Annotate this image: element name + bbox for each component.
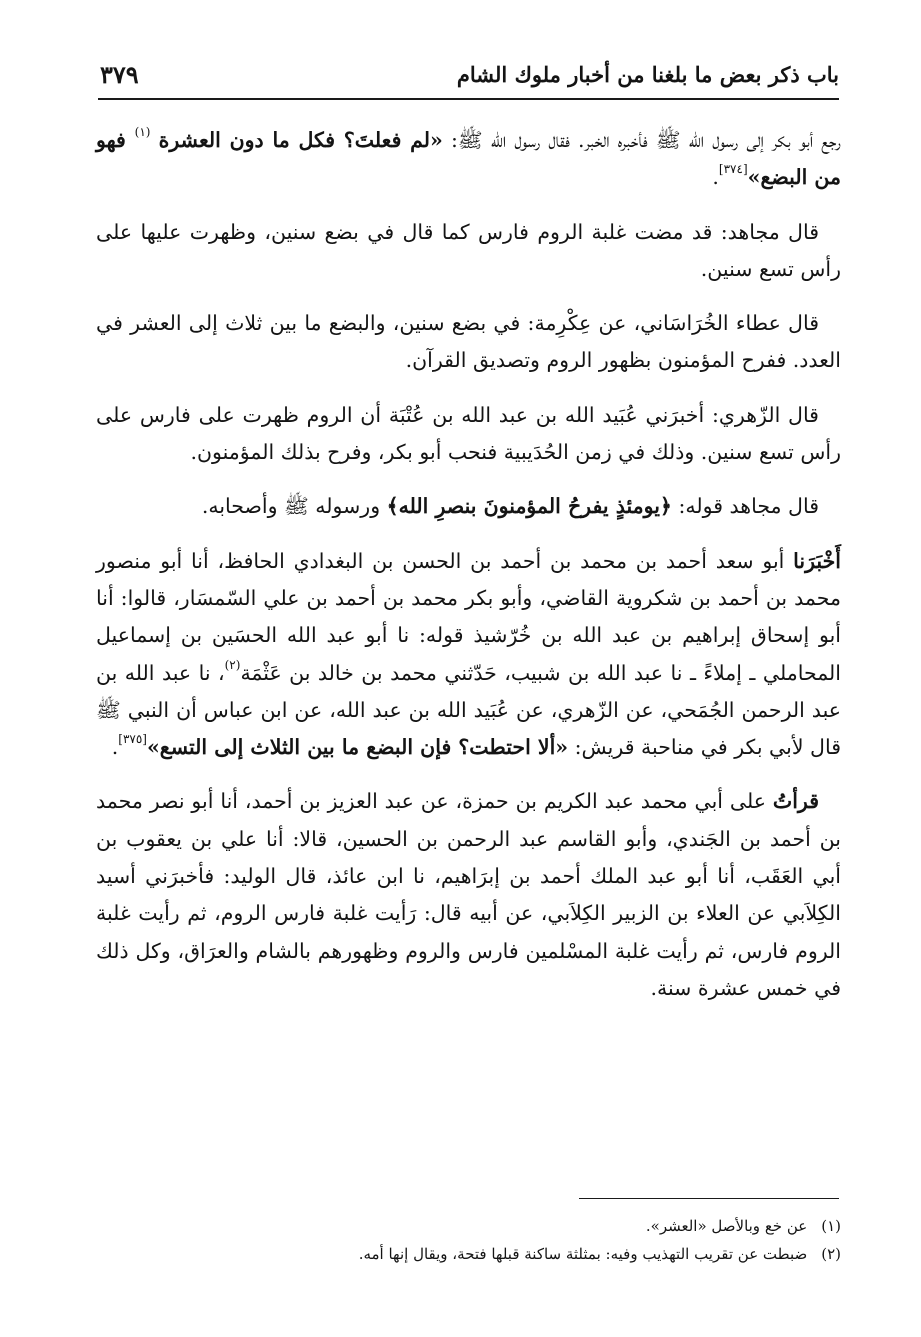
footnote-marker-2: (٢) <box>224 657 241 672</box>
paragraph-5-text: قال مجاهد قوله: <box>671 494 819 519</box>
paragraph-1 <box>96 122 841 197</box>
paragraph-5-end: ورسوله ﷺ وأصحابه. <box>201 494 387 519</box>
hadith-quote-1: «لم فعلتَ؟ فكل ما دون العشرة <box>158 128 443 152</box>
paragraph-1-end: . <box>712 165 719 190</box>
paragraph-7 <box>96 783 841 1007</box>
footnote-marker-1: (١) <box>134 125 151 140</box>
footnote-2-text: ضبطت عن تقريب التهذيب وفيه: بمثلثة ساكنة قبلها فتحة، ويقال إنها أمه. <box>358 1245 808 1263</box>
footnotes <box>96 1212 841 1268</box>
running-title: باب ذكر بعض ما بلغنا من أخبار ملوك الشام <box>456 62 839 87</box>
paragraph-6-text-2: ، نا عبد الله بن عبد الرحمن الجُمَحي، عن الزّهري، عن عُبَيد الله بن عبد الله، عن ابن عباس أن النبي ﷺ قال لأبي بكر في مناحبة قريش: <box>96 660 841 760</box>
paragraph-6-text: أبو سعد أحمد بن محمد بن أحمد بن الحسن بن البغدادي الحافظ، أنا أبو منصور محمد بن أحمد بن شكروية القاضي، وأبو بكر محمد بن أحمد بن علي السّمسَار، قالوا: أنا أبو إسحاق إبراهيم بن عبد الله بن خُرّشيذ قوله: نا أبو عبد الله الحسَين بن إسماعيل المحاملي ـ إملاءً ـ نا عبد الله بن شبيب، حَدّثني محمد بن خالد بن عَثْمَة <box>96 548 841 685</box>
isnad-lead-qaratu: قرأتُ <box>772 789 819 814</box>
paragraph-4: قال الزّهري: أخبرَني عُبَيد الله بن عبد الله بن عُتْبَة أن الروم ظهرت على فارس على رأس تسع سنين. وذلك في زمن الحُدَيبية فنحب أبو بكر، وفرح بذلك المؤمنون. <box>96 402 841 465</box>
footnote-1 <box>96 1212 841 1240</box>
hadith-quote-1-end: فهو من البضع» <box>96 128 841 190</box>
page-number: ٣٧٩ <box>100 60 139 89</box>
hadith-quote-2: «ألا احتطت؟ فإن البضع ما بين الثلاث إلى التسع» <box>146 735 569 760</box>
paragraph-6 <box>96 543 841 767</box>
quran-verse: ﴿يومئذٍ يفرحُ المؤمنونَ بنصرِ الله﴾ <box>386 494 672 519</box>
paragraph-7-text: على أبي محمد عبد الكريم بن حمزة، عن عبد العزيز بن أحمد، أنا أبو نصر محمد بن أحمد بن الجَندي، وأبو القاسم عبد الرحمن بن الحسين، قالا: أنا علي بن يعقوب بن أبي العَقَب، أنا أبو عبد الملك أحمد بن إبرَاهيم، نا ابن عائذ، قال الوليد: فأخبرَني أسيد الكِلاَبي عن العلاء بن الزبير الكِلاَبي، عن أبيه قال: رَأيت غلبة فارس الروم، ثم رأيت غلبة الروم فارس، ثم رأيت غلبة المسْلمين فارس والروم وظهورهم بالشام والعرَاق، وكل ذلك في خمس عشرة سنة. <box>96 789 841 1000</box>
isnad-lead-akhbarana: أَخْبَرَنا <box>793 548 841 573</box>
footnote-divider <box>579 1198 839 1199</box>
footnote-1-text: عن خع وبالأصل «العشر». <box>645 1217 808 1235</box>
paragraph-6-end: . <box>111 735 119 760</box>
reference-number-375: [٣٧٥] <box>118 732 147 747</box>
footnote-2 <box>96 1240 841 1268</box>
main-text <box>96 122 841 1024</box>
reference-number-374: [٣٧٤] <box>718 162 748 177</box>
footnote-2-number: (٢) <box>821 1245 841 1263</box>
paragraph-1-text: رجع أبو بكر إلى رسول الله ﷺ فأخبره الخبر. فقال رسول الله ﷺ: <box>442 128 841 152</box>
page-header <box>98 52 839 100</box>
footnote-1-number: (١) <box>821 1217 841 1235</box>
paragraph-2: قال مجاهد: قد مضت غلبة الروم فارس كما قال في بضع سنين، وظهرت عليها على رأس تسع سنين. <box>96 219 841 281</box>
paragraph-5 <box>96 488 841 525</box>
paragraph-3: قال عطاء الخُرَاسَاني، عن عِكْرِمة: في بضع سنين، والبضع ما بين ثلاث إلى العشر في العدد. ففرح المؤمنون بظهور الروم وتصديق القرآن. <box>96 311 841 373</box>
